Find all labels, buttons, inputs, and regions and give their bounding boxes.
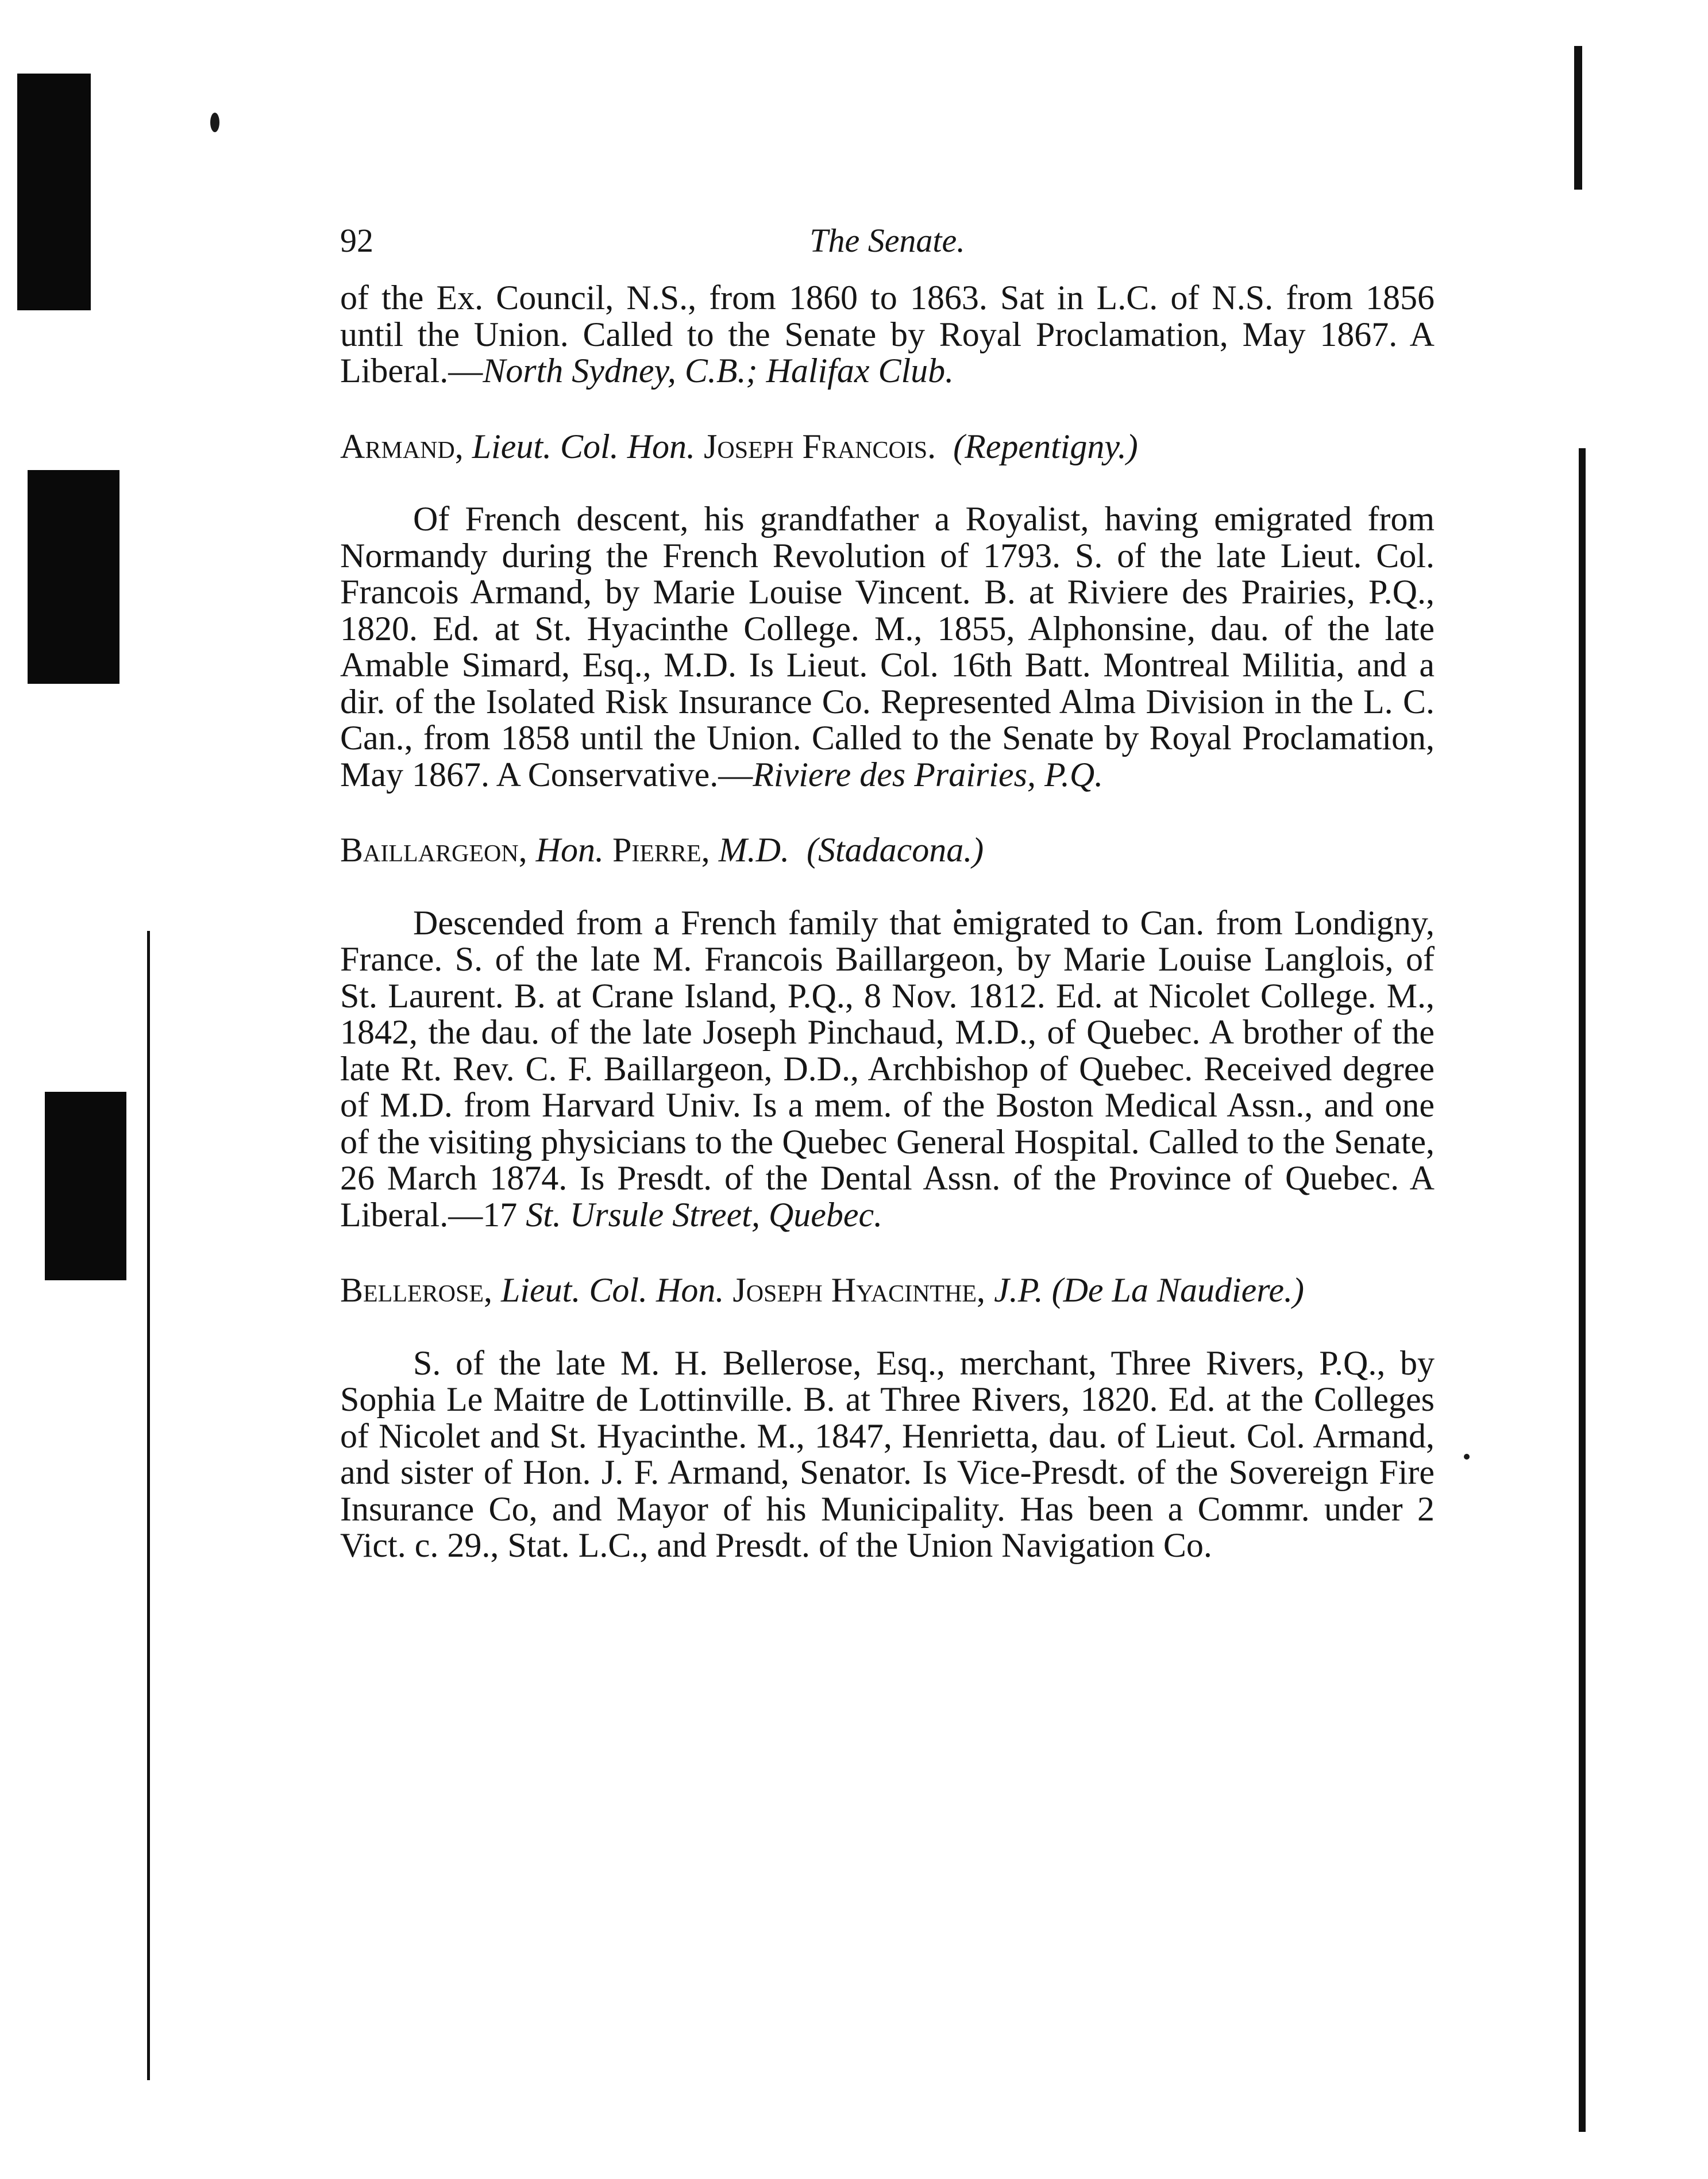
entry-given-names: Pierre, (612, 831, 710, 869)
entry-address: Riviere des Prairies, P.Q. (753, 755, 1104, 794)
entry-title: Lieut. Col. Hon. (501, 1271, 724, 1309)
continuation-text: of the Ex. Council, N.S., from 1860 to 1863. Sat in L.C. of N.S. from 1856 until the Union. Called to the Senate by Royal Proclamation, May 1867. A Liberal.— (340, 279, 1435, 390)
entry-address: St. Ursule Street, Quebec. (526, 1195, 883, 1234)
entry-division: (Stadacona.) (807, 831, 984, 869)
entry-suffix: M.D. (718, 831, 789, 869)
entry-suffix: J.P. (994, 1271, 1043, 1309)
entry-heading: Baillargeon, Hon. Pierre, M.D. (Stadacona.) (340, 831, 984, 869)
entry-body (340, 501, 1435, 793)
entry-surname: Bellerose (340, 1271, 484, 1309)
page-text (340, 221, 1435, 1564)
entry-body-text: Descended from a French family that emigrated to Can. from Londigny, France. S. of the late M. Francois Baillargeon, by Marie Louise Langlois, of St. Laurent. B. at Crane Island, P.Q., 8 Nov. 1812. Ed. at Nicolet College. M., 1842, the dau. of the late Joseph Pinchaud, M.D., of Quebec. A brother of the late Rt. Rev. C. F. Baillargeon, D.D., Archbishop of Quebec. Received degree of M.D. from Harvard Univ. Is a mem. of the Boston Medical Assn., and one of the visiting physicians to the Quebec General Hospital. Called to the Senate, 26 March 1874. Is Presdt. of the Dental Assn. of the Province of Quebec. A Liberal.—17 (340, 903, 1435, 1234)
page-header (340, 221, 1435, 267)
running-title: The Senate. (809, 222, 965, 259)
scan-speck (1464, 1454, 1470, 1460)
entry-given-names: Joseph Francois. (704, 427, 936, 465)
scan-edge-mark-lower-left (45, 1092, 126, 1280)
entry-surname: Baillargeon (340, 831, 519, 869)
continuation-address: North Sydney, C.B.; Halifax Club. (483, 352, 954, 390)
entry-body-text: S. of the late M. H. Bellerose, Esq., merchant, Three Rivers, P.Q., by Sophia Le Maitre de Lottinville. B. at Three Rivers, 1820. Ed. at the Colleges of Nicolet and St. Hyacinthe. M., 1847, Henrietta, dau. of Lieut. Col. Armand, and sister of Hon. J. F. Armand, Senator. Is Vice-Presdt. of the Sovereign Fire Insurance Co, and Mayor of his Municipality. Has been a Commr. under 2 Vict. c. 29., Stat. L.C., and Presdt. of the Union Navigation Co. (340, 1343, 1435, 1564)
page-number: 92 (340, 222, 373, 259)
entry-title: Lieut. Col. Hon. (472, 427, 696, 465)
entry-division: (De La Naudiere.) (1051, 1271, 1304, 1309)
scan-right-rule (1579, 448, 1586, 2132)
entry-heading: Armand, Lieut. Col. Hon. Joseph Francois. (Repentigny.) (340, 427, 1138, 465)
entry-division: (Repentigny.) (953, 427, 1138, 465)
scan-left-rule (147, 931, 150, 2080)
entry-body (340, 1345, 1435, 1564)
entry-title: Hon. (535, 831, 604, 869)
entry-surname: Armand (340, 427, 455, 465)
entry-body (340, 905, 1435, 1234)
scan-speck (210, 113, 219, 132)
entry-body-text: Of French descent, his grandfather a Royalist, having emigrated from Normandy during the French Revolution of 1793. S. of the late Lieut. Col. Francois Armand, by Marie Louise Vincent. B. at Riviere des Prairies, P.Q., 1820. Ed. at St. Hyacinthe College. M., 1855, Alphonsine, dau. of the late Amable Simard, Esq., M.D. Is Lieut. Col. 16th Batt. Montreal Militia, and a dir. of the Isolated Risk Insurance Co. Represented Alma Division in the L. C. Can., from 1858 until the Union. Called to the Senate by Royal Proclamation, May 1867. A Conservative.— (340, 500, 1435, 794)
scan-right-rule-top (1574, 46, 1582, 190)
scan-edge-mark-top-left (17, 74, 91, 310)
entry-given-names: Joseph Hyacinthe, (732, 1271, 986, 1309)
entry-heading: Bellerose, Lieut. Col. Hon. Joseph Hyacinthe, J.P. (De La Naudiere.) (340, 1271, 1304, 1309)
scan-edge-mark-mid-left (28, 470, 119, 684)
continuation-paragraph (340, 280, 1435, 390)
